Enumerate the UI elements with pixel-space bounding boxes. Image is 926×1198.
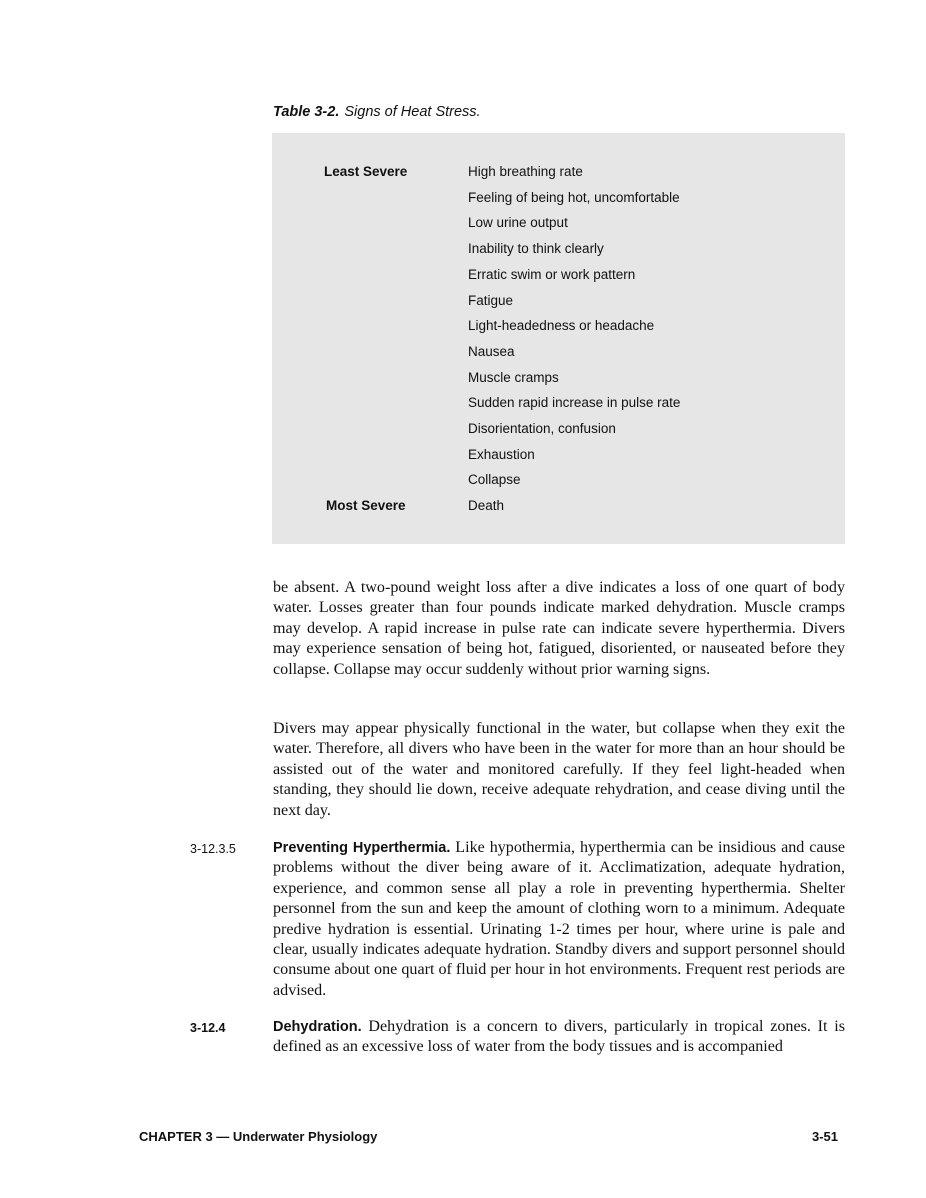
table-row [272, 241, 845, 266]
sign-item: Low urine output [468, 215, 568, 231]
table-row [272, 472, 845, 497]
sign-item: High breathing rate [468, 164, 583, 179]
sign-item: Erratic swim or work pattern [468, 266, 636, 282]
sign-item: Nausea [468, 343, 515, 359]
most-severe-label: Most Severe [326, 498, 406, 513]
footer-chapter-title: CHAPTER 3 — Underwater Physiology [139, 1129, 378, 1144]
section-dehydration [273, 1017, 845, 1058]
sign-item: Death [468, 498, 505, 513]
sign-item: Inability to think clearly [468, 241, 604, 257]
table-caption-title: Signs of Heat Stress. [344, 104, 481, 120]
section-number-3-12-4: 3-12.4 [190, 1021, 226, 1035]
section-text: Like hypothermia, hyperthermia can be insidious and cause problems without the diver being aware of it. Acclimatization, adequate hydration, experience, and common sense all play a role in preventing hyperthermia. Shelter personnel from the sun and keep the amount of clothing worn to a minimum. Adequate predive hydration is essential. Urinating 1-2 times per hour, where urine is pale and clear, usually indicates adequate hydration. Standby divers and support personnel should consume about one quart of fluid per hour in hot environments. Frequent rest periods are advised. [273, 839, 845, 999]
sign-item: Light-headedness or headache [468, 318, 655, 334]
table-row [272, 344, 845, 369]
paragraph-collapse-warning: Divers may appear physically functional in the water, but collapse when they exit the water. Therefore, all divers who have been in the water for more than an hour should be assisted out of the water and monitored carefully. If they feel light-headed when standing, they should lie down, receive adequate rehydration, and cease diving until the next day. [273, 720, 845, 819]
sign-item: Feeling of being hot, uncomfortable [468, 189, 680, 205]
sign-item: Disorientation, confusion [468, 421, 616, 436]
table-row [272, 164, 845, 189]
sign-item: Collapse [468, 472, 521, 488]
table-row [272, 190, 845, 215]
section-heading: Preventing Hyperthermia. [273, 840, 451, 856]
table-caption-number: Table 3-2. [273, 104, 340, 120]
heat-stress-table [272, 133, 845, 544]
table-row [272, 395, 845, 420]
table-row [272, 318, 845, 343]
section-preventing-hyperthermia [273, 838, 845, 1001]
sign-item: Exhaustion [468, 446, 535, 462]
table-row [272, 370, 845, 395]
table-row [272, 267, 845, 292]
paragraph-continued: be absent. A two-pound weight loss after a dive indicates a loss of one quart of body water. Losses greater than four pounds indicate marked dehydration. Muscle cramps may develop. A rapid increase in pulse rate can indicate severe hyperthermia. Divers may experience sensation of being hot, fatigued, disoriented, or nauseated before they collapse. Collapse may occur suddenly without prior warning signs. [273, 579, 845, 678]
section-text: Dehydration is a concern to divers, particularly in tropical zones. It is defined as an excessive loss of water from the body tissues and is accompanied [273, 1018, 845, 1056]
table-caption [273, 104, 481, 120]
sign-item: Muscle cramps [468, 369, 559, 385]
table-row [272, 293, 845, 318]
sign-item: Sudden rapid increase in pulse rate [468, 395, 681, 411]
section-heading: Dehydration. [273, 1019, 362, 1035]
table-row [272, 447, 845, 472]
least-severe-label: Least Severe [324, 164, 408, 179]
section-number-3-12-3-5: 3-12.3.5 [190, 842, 236, 856]
sign-item: Fatigue [468, 292, 514, 308]
table-row [272, 215, 845, 240]
table-row [272, 498, 845, 523]
footer-page-number: 3-51 [811, 1129, 838, 1144]
table-row [272, 421, 845, 446]
